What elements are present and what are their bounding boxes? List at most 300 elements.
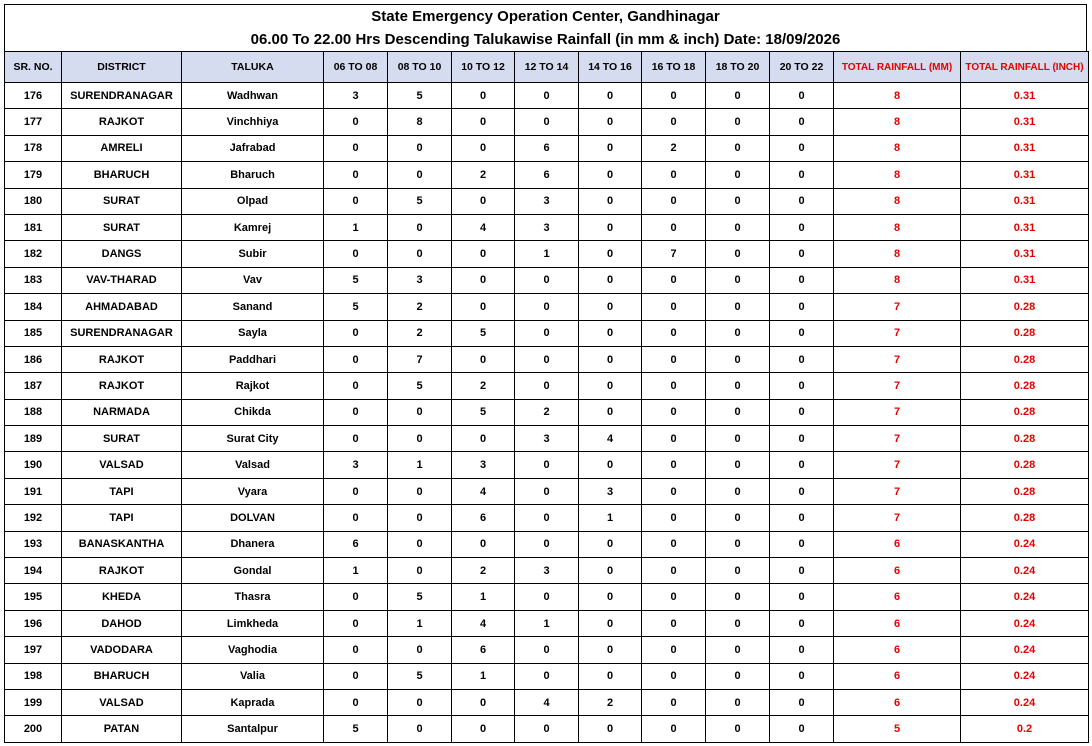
cell-16-18: 2 bbox=[642, 135, 706, 161]
cell-10-12: 3 bbox=[452, 452, 515, 478]
cell-total-inch: 0.24 bbox=[961, 558, 1089, 584]
cell-06-08: 3 bbox=[324, 452, 388, 478]
cell-08-10: 5 bbox=[388, 83, 452, 109]
cell-08-10: 0 bbox=[388, 135, 452, 161]
cell-08-10: 0 bbox=[388, 637, 452, 663]
cell-10-12: 4 bbox=[452, 478, 515, 504]
col-06-08: 06 TO 08 bbox=[324, 52, 388, 83]
cell-18-20: 0 bbox=[706, 399, 770, 425]
col-20-22: 20 TO 22 bbox=[770, 52, 834, 83]
cell-18-20: 0 bbox=[706, 716, 770, 742]
cell-total-mm: 8 bbox=[834, 83, 961, 109]
cell-sr-no: 194 bbox=[5, 558, 62, 584]
cell-taluka: Olpad bbox=[182, 188, 324, 214]
cell-14-16: 0 bbox=[579, 558, 642, 584]
cell-14-16: 0 bbox=[579, 399, 642, 425]
cell-18-20: 0 bbox=[706, 478, 770, 504]
cell-taluka: Kamrej bbox=[182, 214, 324, 240]
cell-14-16: 0 bbox=[579, 452, 642, 478]
cell-total-inch: 0.31 bbox=[961, 83, 1089, 109]
cell-total-mm: 6 bbox=[834, 663, 961, 689]
cell-total-inch: 0.31 bbox=[961, 109, 1089, 135]
cell-18-20: 0 bbox=[706, 531, 770, 557]
cell-06-08: 6 bbox=[324, 531, 388, 557]
cell-sr-no: 187 bbox=[5, 373, 62, 399]
cell-taluka: Dhanera bbox=[182, 531, 324, 557]
cell-14-16: 3 bbox=[579, 478, 642, 504]
table-row bbox=[5, 320, 1089, 346]
cell-10-12: 4 bbox=[452, 610, 515, 636]
cell-20-22: 0 bbox=[770, 162, 834, 188]
cell-total-mm: 6 bbox=[834, 610, 961, 636]
cell-06-08: 0 bbox=[324, 584, 388, 610]
cell-20-22: 0 bbox=[770, 716, 834, 742]
cell-total-mm: 6 bbox=[834, 531, 961, 557]
cell-20-22: 0 bbox=[770, 267, 834, 293]
cell-sr-no: 196 bbox=[5, 610, 62, 636]
cell-18-20: 0 bbox=[706, 426, 770, 452]
cell-12-14: 0 bbox=[515, 716, 579, 742]
cell-total-inch: 0.24 bbox=[961, 689, 1089, 715]
cell-18-20: 0 bbox=[706, 214, 770, 240]
cell-20-22: 0 bbox=[770, 241, 834, 267]
cell-district: DANGS bbox=[62, 241, 182, 267]
cell-district: DAHOD bbox=[62, 610, 182, 636]
cell-total-inch: 0.24 bbox=[961, 663, 1089, 689]
cell-district: RAJKOT bbox=[62, 109, 182, 135]
cell-total-mm: 7 bbox=[834, 346, 961, 372]
cell-20-22: 0 bbox=[770, 399, 834, 425]
cell-16-18: 0 bbox=[642, 531, 706, 557]
cell-10-12: 2 bbox=[452, 162, 515, 188]
cell-16-18: 0 bbox=[642, 478, 706, 504]
cell-18-20: 0 bbox=[706, 109, 770, 135]
cell-total-mm: 6 bbox=[834, 558, 961, 584]
cell-06-08: 0 bbox=[324, 109, 388, 135]
report-title: State Emergency Operation Center, Gandhinagar bbox=[371, 8, 720, 25]
cell-taluka: Limkheda bbox=[182, 610, 324, 636]
col-16-18: 16 TO 18 bbox=[642, 52, 706, 83]
col-14-16: 14 TO 16 bbox=[579, 52, 642, 83]
cell-20-22: 0 bbox=[770, 689, 834, 715]
cell-18-20: 0 bbox=[706, 162, 770, 188]
cell-16-18: 0 bbox=[642, 558, 706, 584]
cell-district: TAPI bbox=[62, 505, 182, 531]
cell-total-mm: 8 bbox=[834, 162, 961, 188]
cell-taluka: Chikda bbox=[182, 399, 324, 425]
cell-14-16: 0 bbox=[579, 162, 642, 188]
cell-sr-no: 189 bbox=[5, 426, 62, 452]
cell-08-10: 5 bbox=[388, 663, 452, 689]
cell-18-20: 0 bbox=[706, 637, 770, 663]
cell-14-16: 0 bbox=[579, 584, 642, 610]
cell-08-10: 5 bbox=[388, 584, 452, 610]
cell-06-08: 0 bbox=[324, 637, 388, 663]
cell-total-mm: 8 bbox=[834, 188, 961, 214]
cell-20-22: 0 bbox=[770, 346, 834, 372]
cell-18-20: 0 bbox=[706, 558, 770, 584]
cell-20-22: 0 bbox=[770, 531, 834, 557]
cell-sr-no: 185 bbox=[5, 320, 62, 346]
table-row bbox=[5, 689, 1089, 715]
cell-total-inch: 0.28 bbox=[961, 399, 1089, 425]
cell-16-18: 0 bbox=[642, 426, 706, 452]
cell-08-10: 1 bbox=[388, 452, 452, 478]
col-total-mm: TOTAL RAINFALL (MM) bbox=[834, 52, 961, 83]
cell-12-14: 1 bbox=[515, 241, 579, 267]
cell-total-inch: 0.24 bbox=[961, 531, 1089, 557]
cell-total-mm: 5 bbox=[834, 716, 961, 742]
cell-10-12: 5 bbox=[452, 320, 515, 346]
cell-08-10: 5 bbox=[388, 373, 452, 399]
col-total-inch: TOTAL RAINFALL (INCH) bbox=[961, 52, 1089, 83]
cell-14-16: 1 bbox=[579, 505, 642, 531]
cell-10-12: 6 bbox=[452, 505, 515, 531]
cell-10-12: 0 bbox=[452, 109, 515, 135]
cell-08-10: 8 bbox=[388, 109, 452, 135]
cell-12-14: 0 bbox=[515, 267, 579, 293]
cell-12-14: 3 bbox=[515, 214, 579, 240]
cell-08-10: 0 bbox=[388, 162, 452, 188]
cell-18-20: 0 bbox=[706, 452, 770, 478]
cell-sr-no: 177 bbox=[5, 109, 62, 135]
cell-08-10: 0 bbox=[388, 716, 452, 742]
cell-district: AMRELI bbox=[62, 135, 182, 161]
cell-10-12: 0 bbox=[452, 716, 515, 742]
cell-total-inch: 0.24 bbox=[961, 637, 1089, 663]
cell-16-18: 0 bbox=[642, 346, 706, 372]
cell-16-18: 0 bbox=[642, 109, 706, 135]
table-row bbox=[5, 399, 1089, 425]
cell-14-16: 0 bbox=[579, 531, 642, 557]
cell-total-mm: 7 bbox=[834, 399, 961, 425]
col-08-10: 08 TO 10 bbox=[388, 52, 452, 83]
rainfall-table bbox=[4, 51, 1089, 743]
col-10-12: 10 TO 12 bbox=[452, 52, 515, 83]
cell-06-08: 0 bbox=[324, 241, 388, 267]
cell-08-10: 0 bbox=[388, 478, 452, 504]
cell-total-inch: 0.28 bbox=[961, 346, 1089, 372]
cell-sr-no: 199 bbox=[5, 689, 62, 715]
cell-district: SURENDRANAGAR bbox=[62, 83, 182, 109]
cell-14-16: 0 bbox=[579, 267, 642, 293]
cell-16-18: 0 bbox=[642, 188, 706, 214]
cell-20-22: 0 bbox=[770, 610, 834, 636]
cell-20-22: 0 bbox=[770, 426, 834, 452]
cell-sr-no: 183 bbox=[5, 267, 62, 293]
cell-sr-no: 190 bbox=[5, 452, 62, 478]
cell-14-16: 0 bbox=[579, 241, 642, 267]
cell-08-10: 0 bbox=[388, 214, 452, 240]
cell-06-08: 0 bbox=[324, 399, 388, 425]
cell-18-20: 0 bbox=[706, 373, 770, 399]
cell-12-14: 2 bbox=[515, 399, 579, 425]
cell-district: BANASKANTHA bbox=[62, 531, 182, 557]
table-row bbox=[5, 637, 1089, 663]
cell-10-12: 0 bbox=[452, 267, 515, 293]
cell-sr-no: 198 bbox=[5, 663, 62, 689]
cell-total-inch: 0.28 bbox=[961, 373, 1089, 399]
table-row bbox=[5, 426, 1089, 452]
cell-district: VAV-THARAD bbox=[62, 267, 182, 293]
cell-10-12: 0 bbox=[452, 135, 515, 161]
col-district: DISTRICT bbox=[62, 52, 182, 83]
cell-12-14: 0 bbox=[515, 478, 579, 504]
cell-taluka: Vaghodia bbox=[182, 637, 324, 663]
cell-total-inch: 0.28 bbox=[961, 478, 1089, 504]
cell-08-10: 0 bbox=[388, 399, 452, 425]
cell-total-inch: 0.31 bbox=[961, 241, 1089, 267]
cell-14-16: 0 bbox=[579, 716, 642, 742]
cell-10-12: 0 bbox=[452, 426, 515, 452]
cell-sr-no: 192 bbox=[5, 505, 62, 531]
cell-14-16: 0 bbox=[579, 637, 642, 663]
cell-district: PATAN bbox=[62, 716, 182, 742]
cell-total-inch: 0.31 bbox=[961, 267, 1089, 293]
cell-08-10: 0 bbox=[388, 689, 452, 715]
cell-total-mm: 7 bbox=[834, 452, 961, 478]
cell-14-16: 2 bbox=[579, 689, 642, 715]
cell-taluka: Vyara bbox=[182, 478, 324, 504]
cell-taluka: Jafrabad bbox=[182, 135, 324, 161]
cell-06-08: 0 bbox=[324, 610, 388, 636]
cell-taluka: Paddhari bbox=[182, 346, 324, 372]
cell-total-mm: 8 bbox=[834, 241, 961, 267]
cell-08-10: 0 bbox=[388, 505, 452, 531]
table-row bbox=[5, 558, 1089, 584]
cell-district: RAJKOT bbox=[62, 373, 182, 399]
cell-18-20: 0 bbox=[706, 346, 770, 372]
cell-total-mm: 7 bbox=[834, 320, 961, 346]
cell-14-16: 0 bbox=[579, 83, 642, 109]
table-row bbox=[5, 346, 1089, 372]
cell-district: RAJKOT bbox=[62, 558, 182, 584]
cell-20-22: 0 bbox=[770, 294, 834, 320]
table-row bbox=[5, 83, 1089, 109]
cell-20-22: 0 bbox=[770, 373, 834, 399]
cell-20-22: 0 bbox=[770, 320, 834, 346]
cell-18-20: 0 bbox=[706, 83, 770, 109]
cell-taluka: Wadhwan bbox=[182, 83, 324, 109]
cell-12-14: 0 bbox=[515, 531, 579, 557]
table-row bbox=[5, 109, 1089, 135]
cell-10-12: 2 bbox=[452, 558, 515, 584]
cell-sr-no: 182 bbox=[5, 241, 62, 267]
cell-14-16: 0 bbox=[579, 188, 642, 214]
cell-total-inch: 0.28 bbox=[961, 452, 1089, 478]
report-sheet bbox=[4, 4, 1087, 743]
cell-08-10: 2 bbox=[388, 320, 452, 346]
cell-08-10: 1 bbox=[388, 610, 452, 636]
cell-20-22: 0 bbox=[770, 452, 834, 478]
cell-total-mm: 6 bbox=[834, 584, 961, 610]
table-row bbox=[5, 505, 1089, 531]
cell-20-22: 0 bbox=[770, 83, 834, 109]
cell-12-14: 0 bbox=[515, 83, 579, 109]
cell-total-inch: 0.31 bbox=[961, 188, 1089, 214]
cell-sr-no: 200 bbox=[5, 716, 62, 742]
cell-district: BHARUCH bbox=[62, 162, 182, 188]
cell-16-18: 0 bbox=[642, 637, 706, 663]
cell-20-22: 0 bbox=[770, 135, 834, 161]
cell-taluka: Bharuch bbox=[182, 162, 324, 188]
cell-16-18: 0 bbox=[642, 320, 706, 346]
cell-20-22: 0 bbox=[770, 558, 834, 584]
cell-total-mm: 7 bbox=[834, 505, 961, 531]
table-row bbox=[5, 610, 1089, 636]
cell-total-mm: 8 bbox=[834, 135, 961, 161]
col-sr-no: SR. NO. bbox=[5, 52, 62, 83]
cell-total-mm: 7 bbox=[834, 478, 961, 504]
cell-12-14: 3 bbox=[515, 188, 579, 214]
cell-18-20: 0 bbox=[706, 505, 770, 531]
cell-06-08: 1 bbox=[324, 214, 388, 240]
cell-total-inch: 0.24 bbox=[961, 610, 1089, 636]
cell-12-14: 0 bbox=[515, 294, 579, 320]
cell-06-08: 0 bbox=[324, 663, 388, 689]
cell-12-14: 0 bbox=[515, 637, 579, 663]
cell-taluka: Valsad bbox=[182, 452, 324, 478]
cell-sr-no: 186 bbox=[5, 346, 62, 372]
cell-08-10: 3 bbox=[388, 267, 452, 293]
table-row bbox=[5, 267, 1089, 293]
cell-12-14: 0 bbox=[515, 452, 579, 478]
cell-taluka: Valia bbox=[182, 663, 324, 689]
cell-taluka: Surat City bbox=[182, 426, 324, 452]
cell-district: KHEDA bbox=[62, 584, 182, 610]
cell-district: SURENDRANAGAR bbox=[62, 320, 182, 346]
cell-14-16: 0 bbox=[579, 294, 642, 320]
cell-sr-no: 197 bbox=[5, 637, 62, 663]
cell-sr-no: 179 bbox=[5, 162, 62, 188]
cell-10-12: 6 bbox=[452, 637, 515, 663]
cell-16-18: 0 bbox=[642, 399, 706, 425]
cell-06-08: 5 bbox=[324, 267, 388, 293]
cell-08-10: 2 bbox=[388, 294, 452, 320]
cell-10-12: 1 bbox=[452, 663, 515, 689]
cell-06-08: 0 bbox=[324, 426, 388, 452]
cell-18-20: 0 bbox=[706, 267, 770, 293]
cell-20-22: 0 bbox=[770, 663, 834, 689]
cell-taluka: Subir bbox=[182, 241, 324, 267]
cell-18-20: 0 bbox=[706, 241, 770, 267]
cell-total-inch: 0.28 bbox=[961, 320, 1089, 346]
cell-16-18: 0 bbox=[642, 689, 706, 715]
cell-20-22: 0 bbox=[770, 109, 834, 135]
cell-total-mm: 7 bbox=[834, 294, 961, 320]
cell-12-14: 0 bbox=[515, 373, 579, 399]
cell-10-12: 2 bbox=[452, 373, 515, 399]
cell-06-08: 5 bbox=[324, 294, 388, 320]
cell-district: NARMADA bbox=[62, 399, 182, 425]
cell-10-12: 0 bbox=[452, 294, 515, 320]
cell-12-14: 0 bbox=[515, 320, 579, 346]
cell-14-16: 0 bbox=[579, 109, 642, 135]
cell-08-10: 0 bbox=[388, 558, 452, 584]
cell-district: VADODARA bbox=[62, 637, 182, 663]
table-row bbox=[5, 716, 1089, 742]
cell-14-16: 0 bbox=[579, 320, 642, 346]
col-taluka: TALUKA bbox=[182, 52, 324, 83]
cell-06-08: 0 bbox=[324, 505, 388, 531]
cell-06-08: 3 bbox=[324, 83, 388, 109]
cell-16-18: 0 bbox=[642, 584, 706, 610]
cell-16-18: 0 bbox=[642, 610, 706, 636]
cell-total-mm: 8 bbox=[834, 267, 961, 293]
cell-10-12: 0 bbox=[452, 689, 515, 715]
cell-20-22: 0 bbox=[770, 584, 834, 610]
cell-08-10: 0 bbox=[388, 531, 452, 557]
cell-12-14: 0 bbox=[515, 663, 579, 689]
table-row bbox=[5, 478, 1089, 504]
cell-total-inch: 0.2 bbox=[961, 716, 1089, 742]
table-row bbox=[5, 188, 1089, 214]
cell-sr-no: 193 bbox=[5, 531, 62, 557]
cell-total-inch: 0.24 bbox=[961, 584, 1089, 610]
cell-18-20: 0 bbox=[706, 610, 770, 636]
report-header bbox=[4, 4, 1087, 51]
cell-16-18: 7 bbox=[642, 241, 706, 267]
table-row bbox=[5, 214, 1089, 240]
cell-sr-no: 178 bbox=[5, 135, 62, 161]
cell-14-16: 0 bbox=[579, 373, 642, 399]
cell-06-08: 0 bbox=[324, 478, 388, 504]
cell-16-18: 0 bbox=[642, 214, 706, 240]
cell-taluka: Kaprada bbox=[182, 689, 324, 715]
table-row bbox=[5, 663, 1089, 689]
cell-total-mm: 8 bbox=[834, 109, 961, 135]
cell-10-12: 1 bbox=[452, 584, 515, 610]
cell-18-20: 0 bbox=[706, 320, 770, 346]
cell-18-20: 0 bbox=[706, 188, 770, 214]
cell-06-08: 0 bbox=[324, 188, 388, 214]
cell-district: BHARUCH bbox=[62, 663, 182, 689]
cell-10-12: 5 bbox=[452, 399, 515, 425]
cell-12-14: 6 bbox=[515, 162, 579, 188]
cell-08-10: 0 bbox=[388, 426, 452, 452]
cell-06-08: 5 bbox=[324, 716, 388, 742]
cell-12-14: 0 bbox=[515, 584, 579, 610]
cell-taluka: Vinchhiya bbox=[182, 109, 324, 135]
cell-taluka: Rajkot bbox=[182, 373, 324, 399]
cell-10-12: 0 bbox=[452, 188, 515, 214]
table-row bbox=[5, 531, 1089, 557]
cell-total-mm: 6 bbox=[834, 689, 961, 715]
cell-district: VALSAD bbox=[62, 452, 182, 478]
cell-14-16: 4 bbox=[579, 426, 642, 452]
cell-20-22: 0 bbox=[770, 637, 834, 663]
cell-taluka: Thasra bbox=[182, 584, 324, 610]
col-12-14: 12 TO 14 bbox=[515, 52, 579, 83]
cell-12-14: 6 bbox=[515, 135, 579, 161]
cell-12-14: 1 bbox=[515, 610, 579, 636]
cell-sr-no: 180 bbox=[5, 188, 62, 214]
cell-sr-no: 188 bbox=[5, 399, 62, 425]
cell-district: AHMADABAD bbox=[62, 294, 182, 320]
cell-16-18: 0 bbox=[642, 452, 706, 478]
cell-16-18: 0 bbox=[642, 162, 706, 188]
cell-taluka: Gondal bbox=[182, 558, 324, 584]
cell-14-16: 0 bbox=[579, 214, 642, 240]
cell-total-inch: 0.31 bbox=[961, 214, 1089, 240]
cell-total-inch: 0.28 bbox=[961, 426, 1089, 452]
cell-08-10: 7 bbox=[388, 346, 452, 372]
cell-district: SURAT bbox=[62, 188, 182, 214]
cell-16-18: 0 bbox=[642, 83, 706, 109]
cell-total-mm: 7 bbox=[834, 426, 961, 452]
cell-10-12: 0 bbox=[452, 346, 515, 372]
report-subtitle: 06.00 To 22.00 Hrs Descending Talukawise Rainfall (in mm & inch) Date: 18/09/2026 bbox=[250, 31, 841, 48]
